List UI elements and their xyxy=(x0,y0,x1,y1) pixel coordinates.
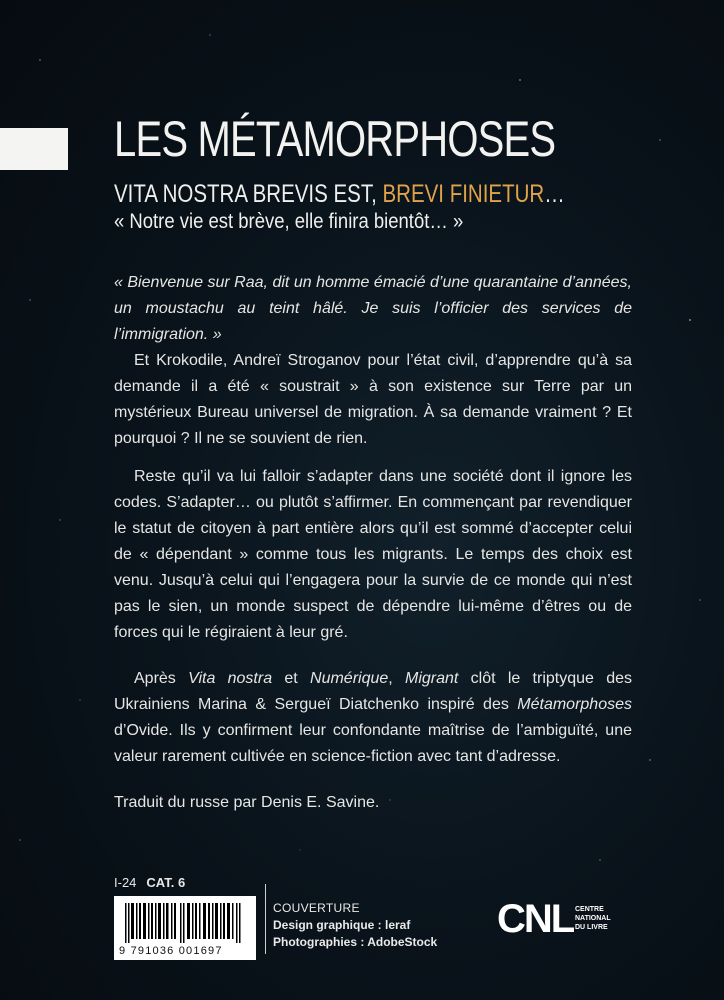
paragraph-1: Et Krokodile, Andreï Stroganov pour l’état civil, d’apprendre qu’à sa demande il a été « soustrait » à son existence sur Terre par un mystérieux Bureau universel de migration. À sa demande vraiment ? Et pourquoi ? Il ne se souvient de rien. xyxy=(114,352,632,447)
paragraph-3 xyxy=(114,666,632,770)
photo-credit: Photographies : AdobeStock xyxy=(273,935,438,949)
cnl-caption-line3: DU LIVRE xyxy=(575,924,608,931)
translator-credit: Traduit du russe par Denis E. Savine. xyxy=(114,794,380,811)
latin-subtitle xyxy=(114,180,565,209)
cnl-logo-caption xyxy=(575,905,611,932)
book-title: LES MÉTAMORPHOSES xyxy=(114,111,556,167)
cnl-caption-line2: NATIONAL xyxy=(575,915,611,922)
design-credit: Design graphique : leraf xyxy=(273,918,411,932)
subtitle-ellipsis: … xyxy=(544,180,565,208)
category-code: CAT. 6 xyxy=(146,875,186,890)
credits-heading: COUVERTURE xyxy=(273,901,360,915)
title-metamorphoses: Métamorphoses xyxy=(517,696,632,713)
opening-quote: « Bienvenue sur Raa, dit un homme émacié d’une quarantaine d’années, un moustachu au teint hâlé. Je suis l’officier des services de l’immigration. » xyxy=(114,274,632,343)
cnl-logo-letters: CNL xyxy=(497,897,574,941)
series-code: I-24 xyxy=(114,875,137,890)
cover-credits xyxy=(273,900,437,951)
para3-text-d: clôt le triptyque des Ukrainiens Marina & Sergueï Diatchenko inspiré des xyxy=(114,670,633,713)
subtitle-white: VITA NOSTRA BREVIS EST, xyxy=(114,180,383,208)
catalog-codes xyxy=(114,875,185,890)
barcode-icon xyxy=(125,903,245,943)
para3-text-b: et xyxy=(272,670,311,687)
title-vita-nostra: Vita nostra xyxy=(188,670,273,687)
title-migrant: Migrant xyxy=(405,670,459,687)
isbn-number: 9 791036 001697 xyxy=(119,945,223,957)
footer-divider xyxy=(265,884,266,954)
title-numerique: Numérique xyxy=(310,670,389,687)
subtitle-translation: « Notre vie est brève, elle finira bientôt… » xyxy=(114,210,464,233)
para3-text-e: d’Ovide. Ils y confirment leur confondante maîtrise de l’ambiguïté, une valeur rarement cultivée en science-fiction avec tant d’adresse. xyxy=(114,722,632,765)
para3-text-a: Après xyxy=(134,670,189,687)
para3-text-c: , xyxy=(388,670,406,687)
cnl-caption-line1: CENTRE xyxy=(575,906,604,913)
isbn-barcode xyxy=(114,896,256,960)
back-cover-blurb xyxy=(114,270,632,816)
paragraph-2: Reste qu’il va lui falloir s’adapter dans une société dont il ignore les codes. S’adapter… ou plutôt s’affirmer. En commençant par revendiquer le statut de citoyen à part entière alors qu’il est sommé d’accepter celui de « dépendant » comme tous les migrants. Le temps des choix est venu. Jusqu’à celui qui l’engagera pour la survie de ce monde qui n’est pas le sien, un monde suspect de dépendre lui-même d’êtres ou de forces qui le régiraient à leur gré. xyxy=(114,468,632,641)
subtitle-accent: BREVI FINIETUR xyxy=(382,180,545,208)
decorative-white-bar xyxy=(0,128,68,170)
